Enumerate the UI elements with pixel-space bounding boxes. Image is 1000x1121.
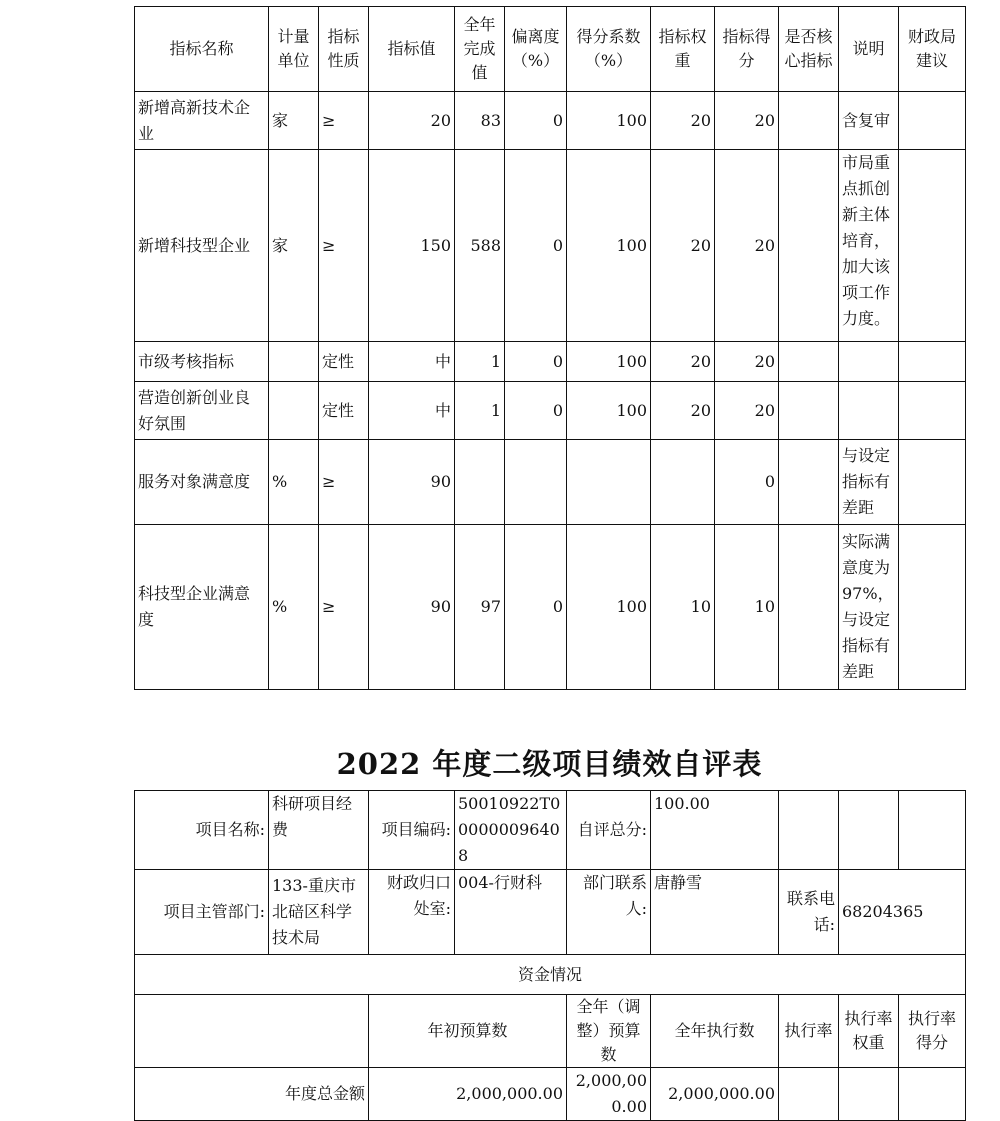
funds-total-executed: 2,000,000.00 xyxy=(651,1068,779,1121)
header-nature: 指标性质 xyxy=(319,7,369,92)
cell-advice xyxy=(899,150,966,342)
header-unit: 计量单位 xyxy=(269,7,319,92)
cell-weight: 10 xyxy=(651,525,715,690)
phone-label: 联系电话: xyxy=(779,870,839,955)
cell-target: 90 xyxy=(369,525,455,690)
cell-score: 20 xyxy=(715,92,779,150)
funds-header-rate-score: 执行率得分 xyxy=(899,995,966,1068)
cell-target: 150 xyxy=(369,150,455,342)
cell-core xyxy=(779,150,839,342)
header-note: 说明 xyxy=(839,7,899,92)
cell-nature: ≥ xyxy=(319,150,369,342)
cell-score: 20 xyxy=(715,150,779,342)
project-name-row xyxy=(135,791,966,870)
funds-total-label: 年度总金额 xyxy=(135,1068,369,1121)
project-name-label: 项目名称: xyxy=(135,791,269,870)
cell-score: 20 xyxy=(715,382,779,440)
cell-deviation xyxy=(505,440,567,525)
header-actual: 全年完成值 xyxy=(455,7,505,92)
cell-coef xyxy=(567,440,651,525)
funds-header-row xyxy=(135,995,966,1068)
cell-name: 服务对象满意度 xyxy=(135,440,269,525)
empty-cell xyxy=(779,791,839,870)
cell-note: 实际满意度为97%，与设定指标有差距 xyxy=(839,525,899,690)
table-row xyxy=(135,150,966,342)
funds-header-rate: 执行率 xyxy=(779,995,839,1068)
cell-actual: 1 xyxy=(455,382,505,440)
cell-core xyxy=(779,92,839,150)
cell-deviation: 0 xyxy=(505,92,567,150)
cell-advice xyxy=(899,382,966,440)
cell-core xyxy=(779,382,839,440)
project-dept-row xyxy=(135,870,966,955)
cell-note xyxy=(839,382,899,440)
dept-label: 项目主管部门: xyxy=(135,870,269,955)
cell-advice xyxy=(899,342,966,382)
cell-core xyxy=(779,342,839,382)
project-table xyxy=(134,790,966,1121)
cell-actual: 1 xyxy=(455,342,505,382)
cell-unit: 家 xyxy=(269,150,319,342)
cell-unit: % xyxy=(269,525,319,690)
header-core: 是否核心指标 xyxy=(779,7,839,92)
table-row xyxy=(135,525,966,690)
project-code-label: 项目编码: xyxy=(369,791,455,870)
cell-deviation: 0 xyxy=(505,150,567,342)
funds-total-rate xyxy=(779,1068,839,1121)
cell-name: 新增高新技术企业 xyxy=(135,92,269,150)
cell-note xyxy=(839,342,899,382)
office-label: 财政归口处室: xyxy=(369,870,455,955)
cell-name: 科技型企业满意度 xyxy=(135,525,269,690)
cell-coef: 100 xyxy=(567,92,651,150)
project-name-value: 科研项目经费 xyxy=(269,791,369,870)
funds-title-row xyxy=(135,955,966,995)
cell-name: 新增科技型企业 xyxy=(135,150,269,342)
dept-value: 133-重庆市北碚区科学技术局 xyxy=(269,870,369,955)
cell-core xyxy=(779,525,839,690)
page-title: 2022 年度二级项目绩效自评表 xyxy=(336,747,763,781)
cell-actual: 97 xyxy=(455,525,505,690)
funds-total-row xyxy=(135,1068,966,1121)
cell-actual: 588 xyxy=(455,150,505,342)
cell-target: 90 xyxy=(369,440,455,525)
cell-weight: 20 xyxy=(651,150,715,342)
table-row xyxy=(135,440,966,525)
cell-note: 含复审 xyxy=(839,92,899,150)
phone-value: 68204365 xyxy=(839,870,966,955)
cell-nature: ≥ xyxy=(319,440,369,525)
cell-name: 市级考核指标 xyxy=(135,342,269,382)
cell-nature: ≥ xyxy=(319,525,369,690)
header-name: 指标名称 xyxy=(135,7,269,92)
header-coef: 得分系数（%） xyxy=(567,7,651,92)
cell-name: 营造创新创业良好氛围 xyxy=(135,382,269,440)
indicator-table xyxy=(134,6,966,690)
cell-advice xyxy=(899,92,966,150)
cell-advice xyxy=(899,525,966,690)
funds-header-initial: 年初预算数 xyxy=(369,995,567,1068)
contact-value: 唐静雪 xyxy=(651,870,779,955)
header-score: 指标得分 xyxy=(715,7,779,92)
cell-score: 10 xyxy=(715,525,779,690)
cell-target: 20 xyxy=(369,92,455,150)
cell-actual: 83 xyxy=(455,92,505,150)
cell-weight xyxy=(651,440,715,525)
header-advice: 财政局建议 xyxy=(899,7,966,92)
cell-note: 市局重点抓创新主体培育，加大该项工作力度。 xyxy=(839,150,899,342)
cell-score: 0 xyxy=(715,440,779,525)
self-score-label: 自评总分: xyxy=(567,791,651,870)
cell-deviation: 0 xyxy=(505,525,567,690)
funds-header-adjusted: 全年（调整）预算数 xyxy=(567,995,651,1068)
table-row xyxy=(135,382,966,440)
empty-cell xyxy=(839,791,899,870)
funds-total-rate-score xyxy=(899,1068,966,1121)
cell-weight: 20 xyxy=(651,92,715,150)
cell-unit: % xyxy=(269,440,319,525)
cell-weight: 20 xyxy=(651,382,715,440)
funds-header-executed: 全年执行数 xyxy=(651,995,779,1068)
cell-coef: 100 xyxy=(567,525,651,690)
contact-label: 部门联系人: xyxy=(567,870,651,955)
cell-target: 中 xyxy=(369,382,455,440)
funds-total-rate-weight xyxy=(839,1068,899,1121)
cell-deviation: 0 xyxy=(505,382,567,440)
empty-cell xyxy=(899,791,966,870)
cell-nature: 定性 xyxy=(319,342,369,382)
cell-coef: 100 xyxy=(567,150,651,342)
header-weight: 指标权重 xyxy=(651,7,715,92)
cell-nature: ≥ xyxy=(319,92,369,150)
cell-nature: 定性 xyxy=(319,382,369,440)
funds-header-blank xyxy=(135,995,369,1068)
indicator-header-row xyxy=(135,7,966,92)
cell-coef: 100 xyxy=(567,382,651,440)
project-code-value: 50010922T000000096408 xyxy=(455,791,567,870)
cell-coef: 100 xyxy=(567,342,651,382)
cell-deviation: 0 xyxy=(505,342,567,382)
funds-header-rate-weight: 执行率权重 xyxy=(839,995,899,1068)
cell-weight: 20 xyxy=(651,342,715,382)
self-score-value: 100.00 xyxy=(651,791,779,870)
funds-total-initial: 2,000,000.00 xyxy=(369,1068,567,1121)
cell-actual xyxy=(455,440,505,525)
cell-unit: 家 xyxy=(269,92,319,150)
office-value: 004-行财科 xyxy=(455,870,567,955)
cell-note: 与设定指标有差距 xyxy=(839,440,899,525)
header-deviation: 偏离度（%） xyxy=(505,7,567,92)
funds-total-adjusted: 2,000,000.00 xyxy=(567,1068,651,1121)
cell-unit xyxy=(269,382,319,440)
cell-unit xyxy=(269,342,319,382)
cell-score: 20 xyxy=(715,342,779,382)
cell-core xyxy=(779,440,839,525)
funds-title: 资金情况 xyxy=(135,955,966,995)
header-target: 指标值 xyxy=(369,7,455,92)
table-row xyxy=(135,342,966,382)
table-row xyxy=(135,92,966,150)
cell-target: 中 xyxy=(369,342,455,382)
cell-advice xyxy=(899,440,966,525)
